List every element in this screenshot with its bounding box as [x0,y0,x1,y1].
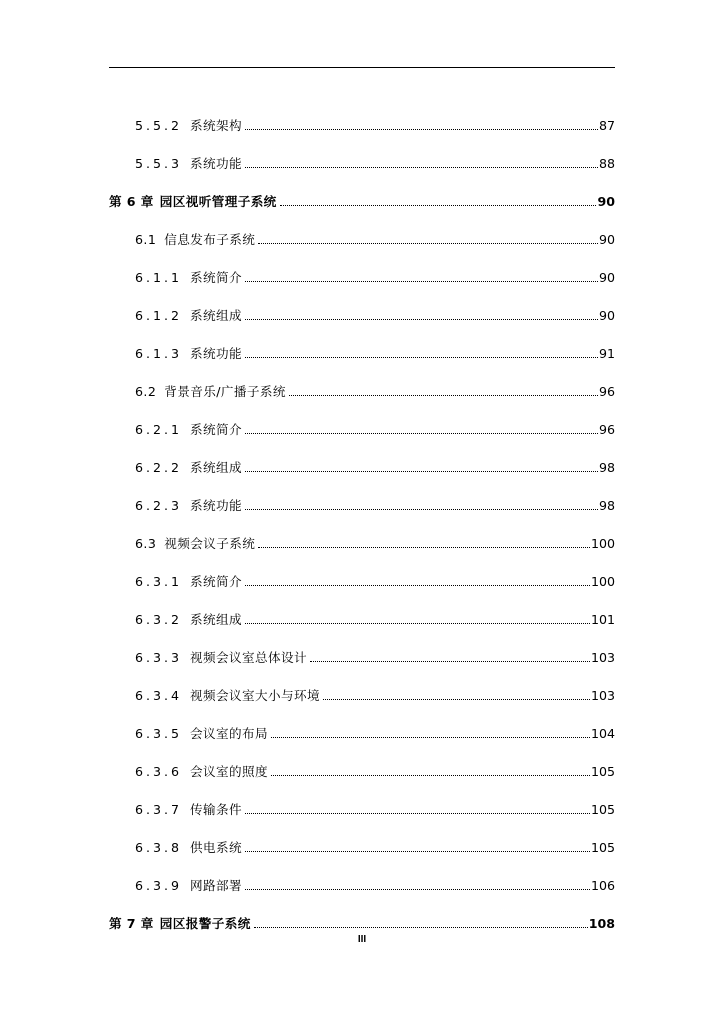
toc-entry[interactable] [109,438,615,476]
toc-entry-page-number: 96 [598,422,615,437]
toc-entry[interactable] [109,514,615,552]
toc-entry[interactable] [109,552,615,590]
toc-entry-number: 6.2.3 [135,498,183,513]
toc-entry-page-number: 105 [590,764,615,779]
toc-entry[interactable] [109,134,615,172]
toc-dot-leader [245,851,590,852]
toc-entry-title: 会议室的布局 [190,726,269,741]
toc-entry-page-number: 98 [598,498,615,513]
toc-entry-title: 园区视听管理子系统 [159,194,277,209]
toc-dot-leader [245,623,590,624]
toc-entry-page-number: 91 [598,346,615,361]
toc-entry-number: 6.3.9 [135,878,183,893]
toc-dot-leader [289,395,598,396]
toc-dot-leader [280,205,597,206]
toc-entry-number: 5.5.2 [135,118,183,133]
toc-entry-page-number: 106 [590,878,615,893]
toc-entry-number: 6.3.1 [135,574,183,589]
toc-chapter-entry[interactable] [109,894,615,932]
toc-entry-number: 6.1.1 [135,270,183,285]
toc-entry[interactable] [109,742,615,780]
toc-entry-page-number: 98 [598,460,615,475]
toc-entry[interactable] [109,248,615,286]
toc-entry-number: 6.3 [135,536,157,551]
toc-entry-title: 会议室的照度 [190,764,269,779]
toc-dot-leader [245,813,590,814]
toc-dot-leader [271,737,590,738]
toc-entry-number: 第 7 章 [109,916,154,931]
toc-entry-title: 系统简介 [190,574,243,589]
toc-entry-page-number: 96 [598,384,615,399]
toc-entry-title: 系统功能 [190,156,243,171]
toc-entry-number: 6.3.5 [135,726,183,741]
toc-dot-leader [245,889,590,890]
toc-entry-number: 6.3.2 [135,612,183,627]
toc-entry-page-number: 88 [598,156,615,171]
toc-entry-page-number: 105 [590,802,615,817]
toc-entry-number: 6.1 [135,232,157,247]
toc-entry-title: 传输条件 [190,802,243,817]
toc-entry[interactable] [109,590,615,628]
toc-entry-number: 5.5.3 [135,156,183,171]
toc-entry-page-number: 101 [590,612,615,627]
toc-entry-title: 系统功能 [190,498,243,513]
toc-entry-title: 系统组成 [190,460,243,475]
toc-entry-number: 6.3.4 [135,688,183,703]
toc-entry[interactable] [109,362,615,400]
toc-entry-title: 信息发布子系统 [164,232,256,247]
toc-entry-page-number: 105 [590,840,615,855]
toc-entry-title: 园区报警子系统 [159,916,251,931]
toc-entry-title: 网路部署 [190,878,243,893]
toc-entry-page-number: 90 [597,194,615,209]
toc-entry[interactable] [109,96,615,134]
toc-entry-title: 系统架构 [190,118,243,133]
toc-entry-page-number: 103 [590,688,615,703]
toc-entry[interactable] [109,856,615,894]
toc-dot-leader [258,243,598,244]
toc-dot-leader [258,547,590,548]
toc-entry[interactable] [109,628,615,666]
toc-dot-leader [245,585,590,586]
toc-dot-leader [245,357,598,358]
toc-entry-title: 系统功能 [190,346,243,361]
toc-dot-leader [245,471,598,472]
toc-entry-page-number: 108 [588,916,615,931]
toc-entry-number: 6.2.2 [135,460,183,475]
toc-entry-number: 6.3.8 [135,840,183,855]
toc-dot-leader [245,129,598,130]
toc-entry-title: 系统简介 [190,270,243,285]
toc-entry-number: 6.1.2 [135,308,183,323]
toc-entry-page-number: 90 [598,308,615,323]
toc-entry-page-number: 103 [590,650,615,665]
toc-dot-leader [245,319,598,320]
toc-entry-title: 视频会议室大小与环境 [190,688,320,703]
toc-entry[interactable] [109,476,615,514]
toc-entry-title: 系统组成 [190,308,243,323]
toc-dot-leader [271,775,590,776]
toc-entry-title: 系统简介 [190,422,243,437]
toc-entry[interactable] [109,324,615,362]
toc-entry-page-number: 100 [590,536,615,551]
toc-entry-title: 背景音乐/广播子系统 [164,384,286,399]
toc-entry-number: 6.1.3 [135,346,183,361]
toc-dot-leader [245,167,598,168]
toc-entry[interactable] [109,286,615,324]
toc-entry[interactable] [109,818,615,856]
toc-entry[interactable] [109,780,615,818]
toc-entry[interactable] [109,210,615,248]
toc-dot-leader [323,699,590,700]
toc-dot-leader [245,433,598,434]
toc-entry-title: 供电系统 [190,840,243,855]
toc-entry-number: 6.2.1 [135,422,183,437]
toc-entry-number: 6.2 [135,384,157,399]
toc-entry-page-number: 100 [590,574,615,589]
toc-entry-title: 系统组成 [190,612,243,627]
toc-entry-number: 第 6 章 [109,194,154,209]
toc-entry-number: 6.3.6 [135,764,183,779]
header-rule [109,67,615,68]
toc-entry-title: 视频会议子系统 [164,536,256,551]
toc-entry[interactable] [109,400,615,438]
table-of-contents [109,96,615,932]
page-number: III [357,934,367,945]
toc-dot-leader [245,509,598,510]
toc-entry-number: 6.3.7 [135,802,183,817]
toc-entry-number: 6.3.3 [135,650,183,665]
toc-entry-page-number: 104 [590,726,615,741]
toc-entry[interactable] [109,704,615,742]
toc-entry-page-number: 87 [598,118,615,133]
toc-entry-page-number: 90 [598,270,615,285]
toc-dot-leader [254,927,588,928]
toc-dot-leader [310,661,590,662]
toc-entry-title: 视频会议室总体设计 [190,650,307,665]
toc-dot-leader [245,281,598,282]
toc-entry[interactable] [109,666,615,704]
toc-entry-page-number: 90 [598,232,615,247]
toc-chapter-entry[interactable] [109,172,615,210]
